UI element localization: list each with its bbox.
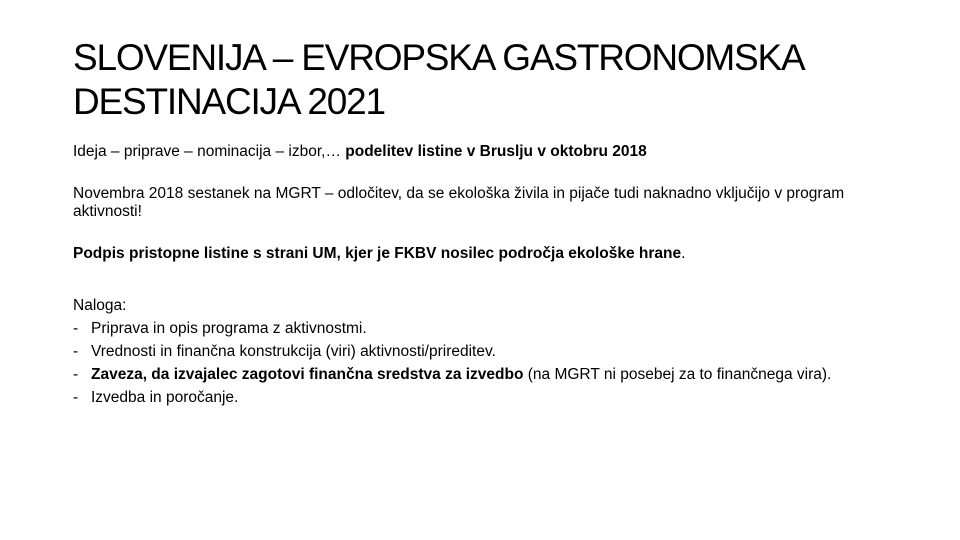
dash-bullet-icon: - <box>73 389 79 406</box>
task-3-text: (na MGRT ni posebej za to finančnega vira). <box>523 366 832 383</box>
paragraph-meeting: Novembra 2018 sestanek na MGRT – odločitev, da se ekološka živila in pijače tudi naknadno vključijo v program aktivnosti! <box>73 185 845 220</box>
dash-bullet-icon: - <box>73 343 79 360</box>
paragraph-charter <box>73 245 903 263</box>
paragraph-charter-end: . <box>681 245 686 262</box>
dash-bullet-icon: - <box>73 366 79 383</box>
list-item <box>73 320 903 338</box>
task-4-text: Izvedba in poročanje. <box>91 389 239 406</box>
title-line-1: SLOVENIJA – EVROPSKA GASTRONOMSKA <box>73 37 805 78</box>
tasks-label: Naloga: <box>73 297 127 314</box>
list-item <box>73 343 903 361</box>
slide-body <box>73 143 903 412</box>
paragraph-idea <box>73 143 903 161</box>
tasks-section <box>73 297 903 407</box>
list-item <box>73 389 903 407</box>
title-line-2: DESTINACIJA 2021 <box>73 81 385 122</box>
tasks-list <box>73 320 903 407</box>
paragraph-idea-text: Ideja – priprave – nominacija – izbor,… <box>73 143 346 160</box>
paragraph-charter-bold: Podpis pristopne listine s strani UM, kjer je FKBV nosilec področja ekološke hrane <box>73 245 682 262</box>
task-1-text: Priprava in opis programa z aktivnostmi. <box>91 320 367 337</box>
paragraph-idea-bold: podelitev listine v Bruslju v oktobru 2018 <box>345 143 647 160</box>
task-2-text: Vrednosti in finančna konstrukcija (viri) aktivnosti/prireditev. <box>91 343 496 360</box>
task-3-bold: Zaveza, da izvajalec zagotovi finančna sredstva za izvedbo <box>91 366 524 383</box>
dash-bullet-icon: - <box>73 320 79 337</box>
list-item <box>73 366 903 384</box>
slide-title <box>73 36 893 124</box>
